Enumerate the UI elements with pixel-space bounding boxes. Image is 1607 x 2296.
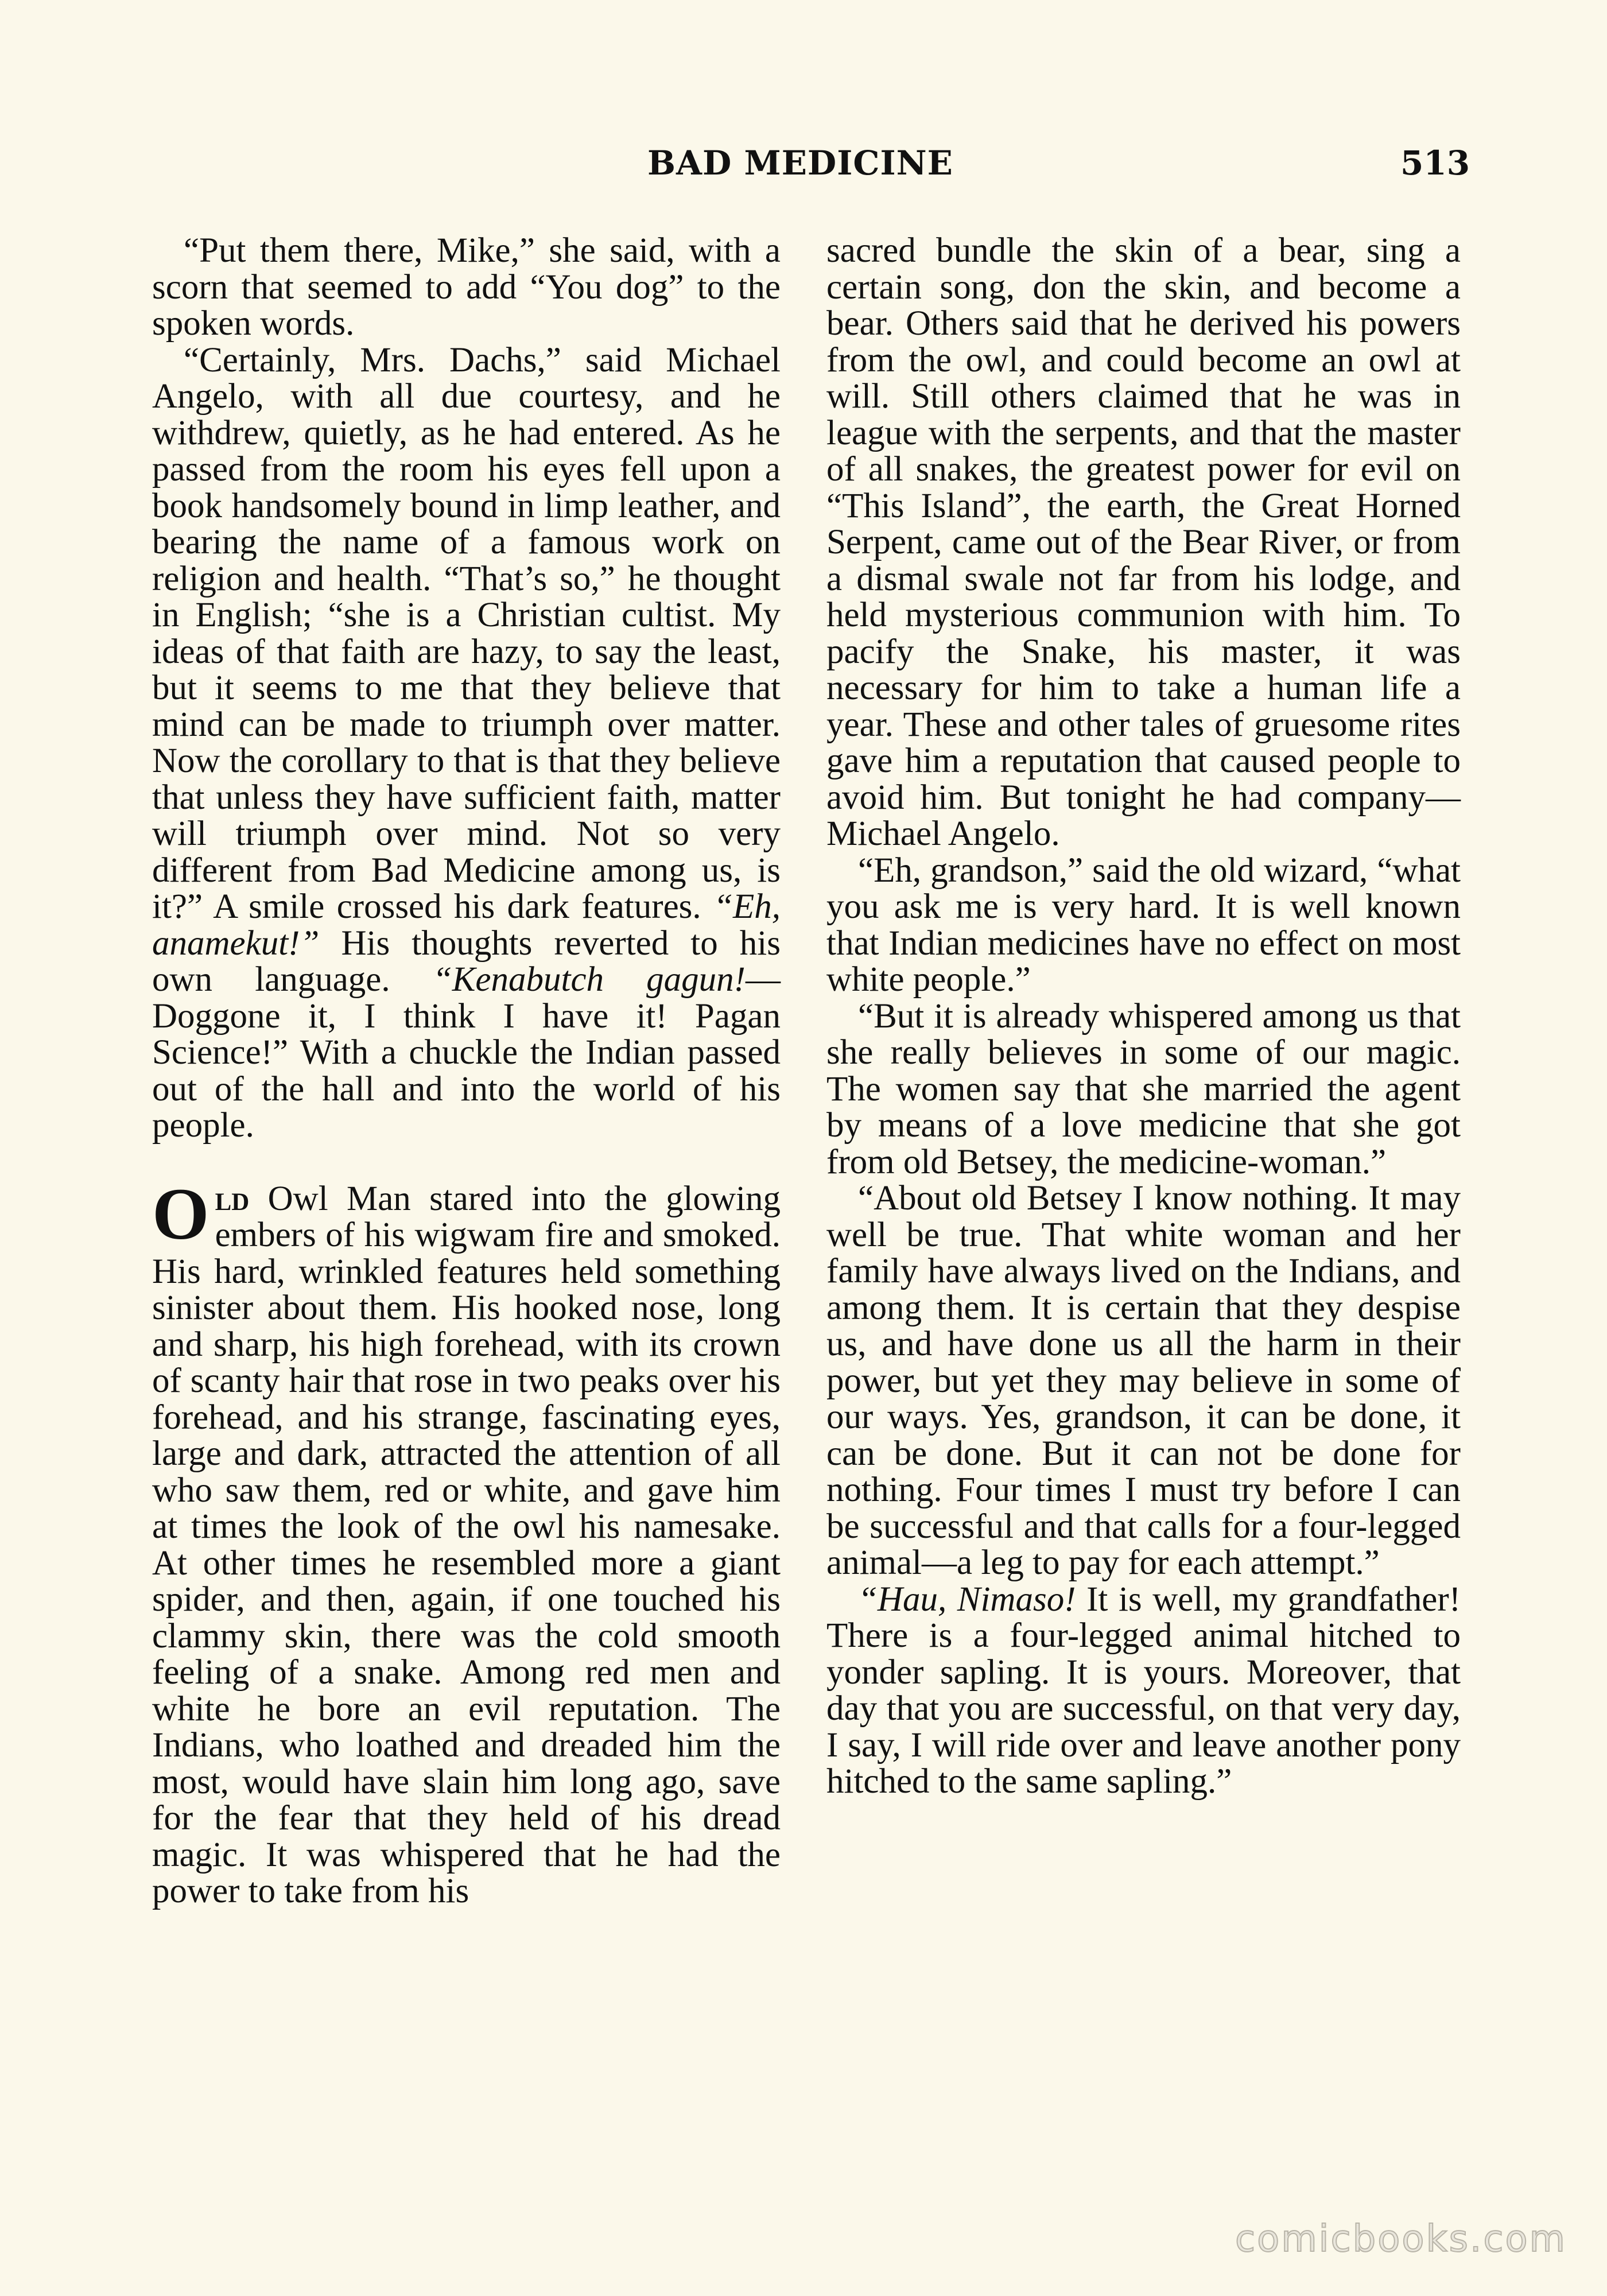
indian-phrase: “Kenabutch gagun! — [432, 960, 746, 999]
paragraph — [826, 1581, 1461, 1800]
page-number: 513 — [1400, 144, 1470, 183]
paragraph — [152, 1173, 781, 1910]
left-column — [152, 232, 781, 1910]
section-break — [152, 1144, 781, 1181]
paragraph: “Eh, grandson,” said the old wizard, “what you ask me is very hard. It is well known that Indian medicines have no effect on most white people.” — [826, 851, 1461, 999]
paragraph-text: Owl Man stared into the glowing embers of his wigwam fire and smoked. His hard, wrinkled features held something sinister about them. His hooked nose, long and sharp, his high forehead, with its crown of scanty hair that rose in two peaks over his forehead, and his strange, fascinating eyes, large and dark, attracted the attention of all who saw them, red or white, and gave him at times the look of the owl his namesake. At other times he resembled more a giant spider, and then, again, if one touched his clammy skin, there was the cold smooth feeling of a snake. Among red men and white he bore an evil reputation. The Indians, who loathed and dreaded him the most, would have slain him long ago, save for the fear that they held of his dread magic. It was whispered that he had the power to take from his — [152, 1179, 781, 1910]
indian-phrase: “Eh, anamekut!” — [152, 887, 781, 963]
right-column — [826, 232, 1461, 1800]
page-header — [0, 144, 1607, 189]
paragraph: sacred bundle the skin of a bear, sing a certain song, don the skin, and become a bear. Others said that he derived his powers from the owl, and could become an owl at will. Still others claimed that he was in league with the serpents, and that the master of all snakes, the greatest power for evil on “This Island”, the earth, the Great Horned Serpent, came out of the Bear River, or from a dismal swale not far from his lodge, and held mysterious communion with him. To pacify the Snake, his master, it was necessary for him to take a human life a year. These and other tales of gruesome rites gave him a reputation that caused people to avoid him. But tonight he had company—Michael Angelo. — [826, 231, 1461, 853]
small-caps-lead: ld — [215, 1179, 250, 1218]
paragraph-text: —Doggone it, I think I have it! Pagan Science!” With a chuckle the Indian passed out of the hall and into the world of his people. — [152, 960, 781, 1145]
paragraph-text: “Certainly, Mrs. Dachs,” said Michael Angelo, with all due courtesy, and he withdrew, quietly, as he had entered. As he passed from the room his eyes fell upon a book handsomely bound in limp leather, and bearing the name of a famous work on religion and health. “That’s so,” he thought in English; “she is a Christian cultist. My ideas of that faith are hazy, to say the least, but it seems to me that they believe that mind can be made to triumph over matter. Now the corollary to that is that they believe that unless they have sufficient faith, matter will triumph over mind. Not so very different from Bad Medicine among us, is it?” A smile crossed his dark features. — [152, 340, 781, 926]
drop-cap: O — [152, 1173, 209, 1255]
running-title: BAD MEDICINE — [647, 144, 953, 183]
paragraph: “But it is already whispered among us that she really believes in some of our magic. The women say that she married the agent by means of a love medicine that she got from old Betsey, the medicine-woman.” — [826, 996, 1461, 1181]
paragraph-text: It is well, my grandfather! There is a four-legged animal hitched to yonder sapling. It is yours. Moreover, that day that you are successful, on that very day, I say, I will ride over and leave another pony hitched to the same sapling.” — [826, 1580, 1461, 1801]
paragraph: “About old Betsey I know nothing. It may well be true. That white woman and her family have always lived on the Indians, and among them. It is certain that they despise us, and have done us all the harm in their power, but yet they may believe in some of our ways. Yes, grandson, it can be done, it can be done. But it can not be done for nothing. Four times I must try before I can be successful and that calls for a four-legged animal—a leg to pay for each attempt.” — [826, 1179, 1461, 1582]
paragraph — [152, 342, 781, 1144]
paragraph: “Put them there, Mike,” she said, with a scorn that seemed to add “You dog” to the spoken words. — [152, 231, 781, 343]
indian-phrase: “Hau, Nimaso! — [858, 1580, 1076, 1619]
watermark: comicbooks.com — [1235, 2218, 1567, 2260]
paragraph-text: His thoughts reverted to his own language. — [152, 924, 781, 999]
